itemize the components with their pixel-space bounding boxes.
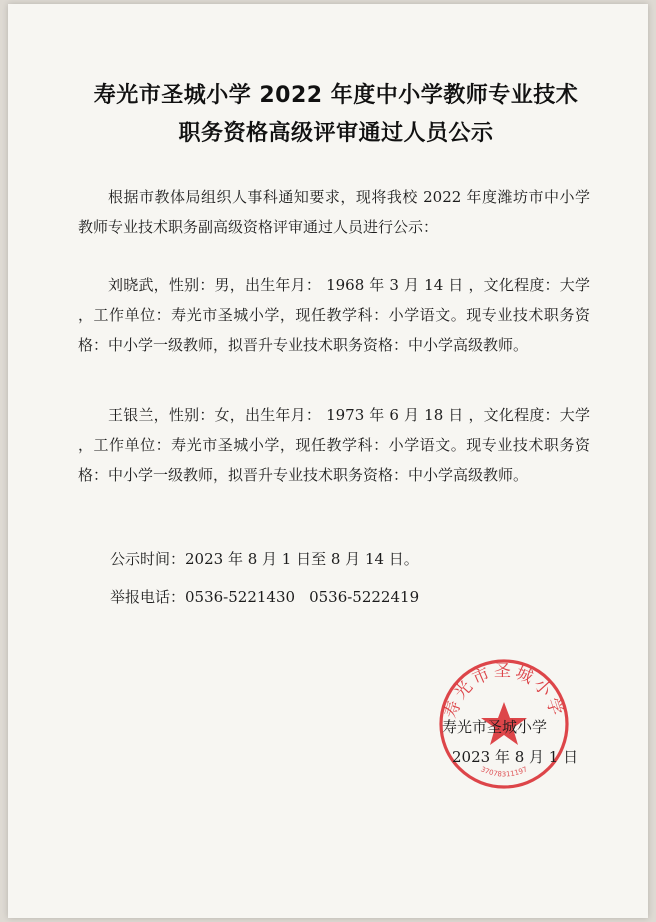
document-title-line-1: 寿光市圣城小学 2022 年度中小学教师专业技术 [93,83,579,108]
person-paragraph-wang: 王银兰，性别：女，出生年月： 1973 年 6 月 18 日 ，文化程度：大学 ，工作单位：寿光市圣城小学，现任教学科：小学语文。现专业技术职务资格：中小学一级教师，拟晋升专业技术职务资格：中小学高级教师。 [78,406,590,484]
report-phone-line [110,582,419,612]
intro-paragraph: 根据市教体局组织人事科通知要求，现将我校 2022 年度潍坊市中小学教师专业技术职务副高级资格评审通过人员进行公示： [78,188,590,236]
seal-text: 寿光市圣城小学 [441,661,567,721]
signature-date: 2023 年 8 月 1 日 [452,748,579,766]
document-title-line-2: 职务资格高级评审通过人员公示 [178,121,494,146]
report-phone-1: 举报电话：0536-5221430 [110,588,296,606]
document-page [8,4,648,918]
report-phone-2: 0536-5222419 [309,588,420,606]
person-paragraph-liu: 刘晓武，性别：男，出生年月： 1968 年 3 月 14 日 ，文化程度：大学 ，工作单位：寿光市圣城小学，现任教学科：小学语文。现专业技术职务资格：中小学一级教师，拟晋升专业技术职务资格：中小学高级教师。 [78,276,590,354]
publicity-time: 公示时间：2023 年 8 月 1 日至 8 月 14 日。 [110,550,419,568]
signature-organization: 寿光市圣城小学 [442,718,548,736]
seal-number: 37078311197 [479,765,529,779]
